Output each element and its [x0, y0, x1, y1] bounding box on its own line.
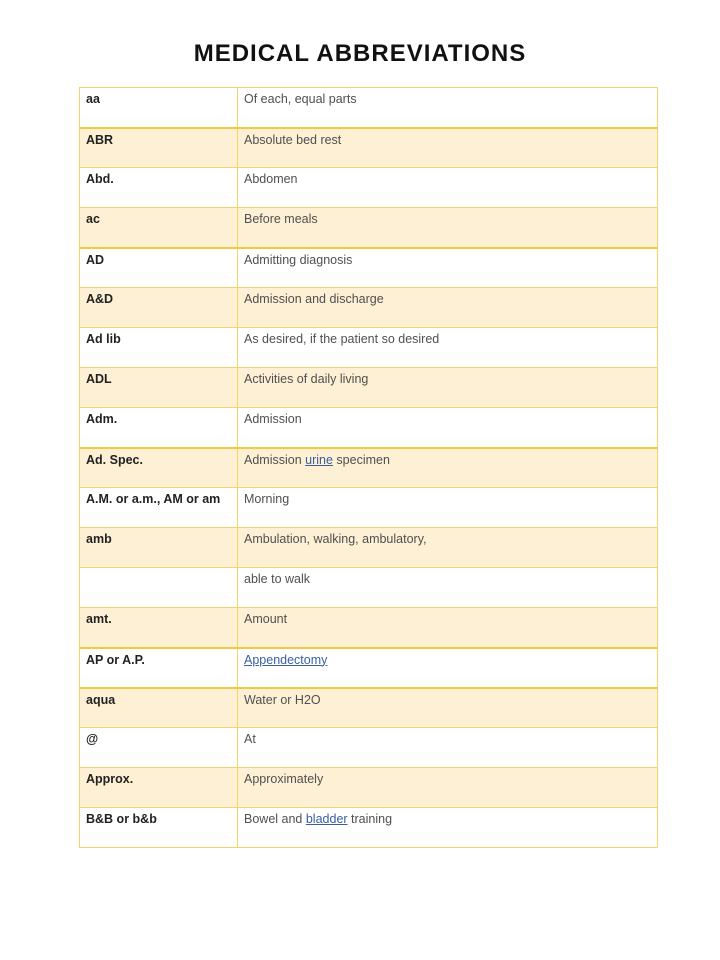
table-row — [80, 488, 658, 528]
abbreviation-cell: Abd. — [80, 168, 238, 208]
table-row — [80, 128, 658, 168]
abbreviation-cell: aqua — [80, 688, 238, 728]
abbreviation-cell — [80, 568, 238, 608]
abbreviation-cell: amt. — [80, 608, 238, 648]
table-row — [80, 408, 658, 448]
table-row — [80, 368, 658, 408]
table-row — [80, 448, 658, 488]
page-title: MEDICAL ABBREVIATIONS — [193, 40, 527, 67]
abbreviation-cell: AD — [80, 248, 238, 288]
table-row — [80, 168, 658, 208]
meaning-cell: Activities of daily living — [238, 368, 658, 408]
meaning-cell: Of each, equal parts — [244, 92, 357, 106]
abbreviation-cell: amb — [80, 528, 238, 568]
meaning-cell: Amount — [238, 608, 658, 648]
table-row — [80, 728, 658, 768]
appendectomy-link[interactable]: Appendectomy — [244, 652, 328, 667]
abbreviation-cell: Approx. — [80, 768, 238, 808]
meaning-cell: Abdomen — [238, 168, 658, 208]
meaning-text: Bowel and — [244, 812, 306, 826]
meaning-cell: As desired, if the patient so desired — [238, 328, 658, 368]
table-row — [80, 568, 658, 608]
abbreviation-cell: ac — [80, 208, 238, 248]
abbreviation-cell: ABR — [80, 128, 238, 168]
abbreviation-cell: A&D — [80, 288, 238, 328]
table-row — [80, 608, 658, 648]
table-row — [80, 288, 658, 328]
meaning-text: Admission — [244, 452, 306, 467]
meaning-cell: Ambulation, walking, ambulatory, — [238, 528, 658, 568]
meaning-cell: Before meals — [238, 208, 658, 248]
meaning-cell: Admitting diagnosis — [238, 248, 658, 288]
meaning-text: specimen — [332, 452, 390, 467]
abbreviation-cell: ADL — [80, 368, 238, 408]
abbreviation-cell: B&B or b&b — [80, 808, 238, 848]
table-row — [80, 88, 658, 128]
abbreviation-cell: Ad lib — [80, 328, 238, 368]
meaning-cell: At — [238, 728, 658, 768]
meaning-cell — [238, 808, 658, 848]
table-row — [80, 808, 658, 848]
table-row — [80, 248, 658, 288]
table-row — [80, 208, 658, 248]
abbreviations-table — [79, 87, 658, 848]
meaning-cell: Admission and discharge — [238, 288, 658, 328]
abbreviation-cell: Ad. Spec. — [80, 448, 238, 488]
urine-link[interactable]: urine — [305, 452, 333, 467]
abbreviation-cell: aa — [80, 88, 238, 128]
table-row — [80, 648, 658, 688]
meaning-cell: able to walk — [238, 568, 658, 608]
meaning-cell: Morning — [238, 488, 658, 528]
table-row — [80, 328, 658, 368]
meaning-cell — [238, 648, 658, 688]
meaning-cell: Admission — [238, 408, 658, 448]
table-row — [80, 528, 658, 568]
abbreviation-cell: AP or A.P. — [80, 648, 238, 688]
bladder-link[interactable]: bladder — [305, 812, 348, 826]
abbreviation-cell: A.M. or a.m., AM or am — [80, 488, 238, 528]
meaning-cell: Water or H2O — [238, 688, 658, 728]
meaning-cell: Approximately — [238, 768, 658, 808]
meaning-cell — [238, 448, 658, 488]
meaning-text: training — [347, 812, 393, 826]
abbreviation-cell: @ — [80, 728, 238, 768]
table-row — [80, 688, 658, 728]
table-row — [80, 768, 658, 808]
abbreviation-cell: Adm. — [80, 408, 238, 448]
meaning-cell: Absolute bed rest — [238, 128, 658, 168]
